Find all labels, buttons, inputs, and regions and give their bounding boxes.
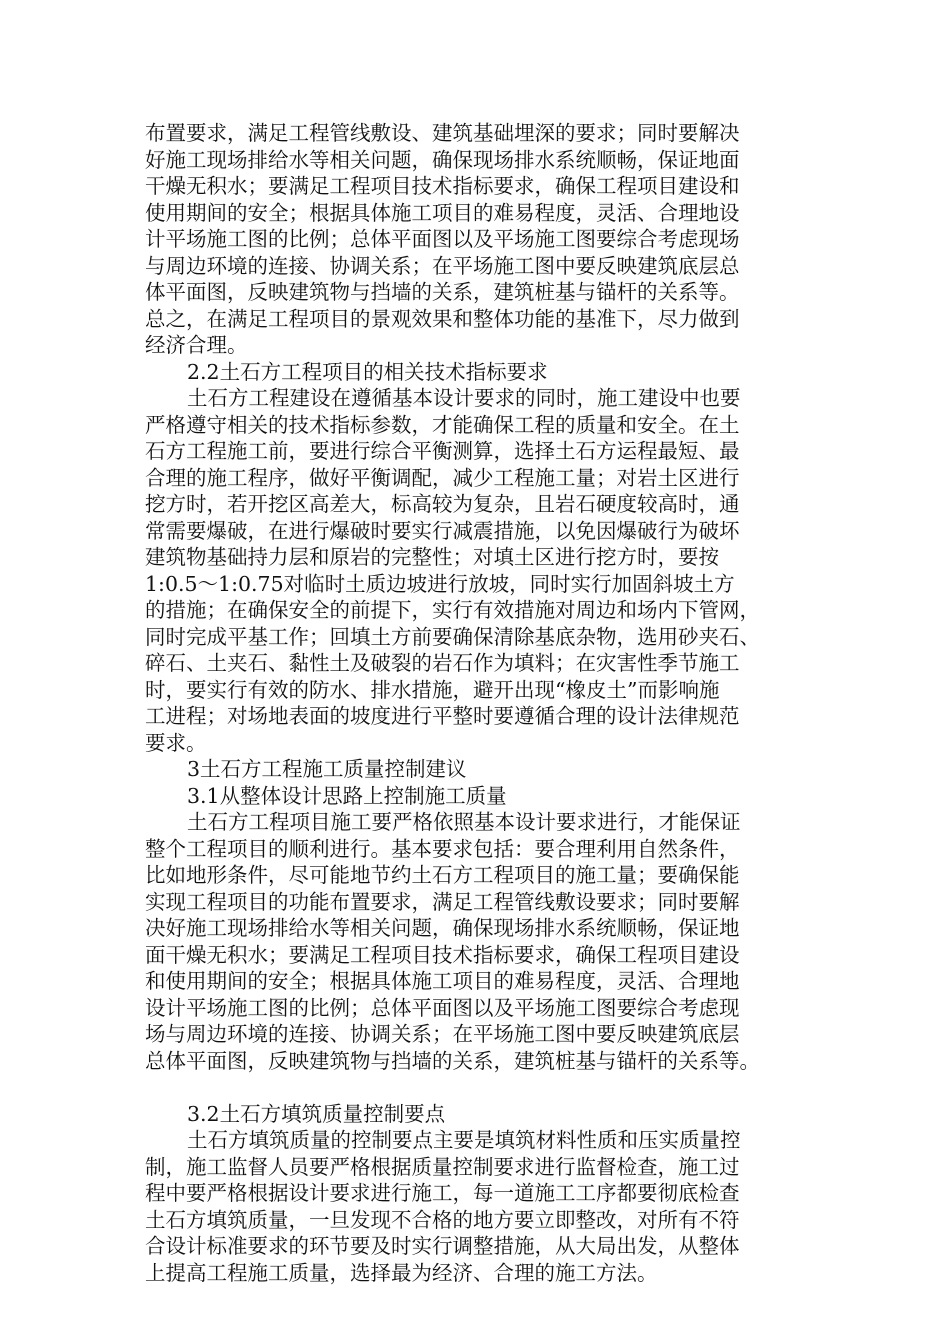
- text-line: 3土石方工程施工质量控制建议: [187, 757, 467, 781]
- text-line: 布置要求，满足工程管线敷设、建筑基础埋深的要求；同时要解决: [145, 121, 740, 145]
- paragraph: [145, 120, 795, 359]
- section-heading: [145, 359, 795, 386]
- text-line: 和使用期间的安全；根据具体施工项目的难易程度，灵活、合理地: [145, 969, 740, 993]
- text-line: 好施工现场排给水等相关问题，确保现场排水系统顺畅，保证地面: [145, 147, 740, 172]
- section-heading: [145, 783, 795, 810]
- text-line: 碎石、土夹石、黏性土及破裂的岩石作为填料；在灾害性季节施工: [145, 651, 740, 675]
- text-line: 干燥无积水；要满足工程项目技术指标要求，确保工程项目建设和: [145, 174, 740, 198]
- text-line: 体平面图，反映建筑物与挡墙的关系，建筑桩基与锚杆的关系等。: [145, 280, 740, 304]
- text-line: 的措施；在确保安全的前提下，实行有效措施对周边和场内下管网，: [145, 598, 760, 622]
- section-heading: [145, 1101, 795, 1128]
- document-page: [145, 120, 795, 1286]
- paragraph: [145, 1127, 795, 1286]
- text-line: 时，要实行有效的防水、排水措施，避开出现“橡皮土”而影响施: [145, 677, 720, 702]
- text-line: 同时完成平基工作；回填土方前要确保清除基底杂物，选用砂夹石、: [145, 624, 760, 649]
- text-line: 严格遵守相关的技术指标参数，才能确保工程的质量和安全。在土: [145, 412, 740, 437]
- text-line: 程中要严格根据设计要求进行施工，每一道施工工序都要彻底检查: [145, 1181, 740, 1205]
- text-line: 总之，在满足工程项目的景观效果和整体功能的基准下，尽力做到: [145, 306, 740, 331]
- text-line: 整个工程项目的顺利进行。基本要求包括：要合理利用自然条件，: [145, 836, 740, 861]
- text-line: 常需要爆破，在进行爆破时要实行减震措施，以免因爆破行为破坏: [145, 518, 740, 543]
- text-line: 经济合理。: [145, 333, 248, 357]
- text-line: 1:0.5～1:0.75对临时土质边坡进行放坡，同时实行加固斜坡土方: [145, 571, 735, 596]
- text-line: 合理的施工程序，做好平衡调配，减少工程施工量；对岩土区进行: [145, 465, 740, 490]
- text-line: 上提高工程施工质量，选择最为经济、合理的施工方法。: [145, 1260, 658, 1285]
- text-line: 土石方工程项目施工要严格依照基本设计要求进行，才能保证: [187, 810, 741, 834]
- text-line: 合设计标准要求的环节要及时实行调整措施，从大局出发，从整体: [145, 1234, 740, 1258]
- text-line: 决好施工现场排给水等相关问题，确保现场排水系统顺畅，保证地: [145, 916, 740, 940]
- text-line: 土石方工程建设在遵循基本设计要求的同时，施工建设中也要: [187, 386, 741, 410]
- text-line: 场与周边环境的连接、协调关系；在平场施工图中要反映建筑底层: [145, 1022, 740, 1046]
- text-line: 与周边环境的连接、协调关系；在平场施工图中要反映建筑底层总: [145, 253, 740, 278]
- text-line: 土石方填筑质量，一旦发现不合格的地方要立即整改，对所有不符: [145, 1207, 740, 1232]
- text-line: 工进程；对场地表面的坡度进行平整时要遵循合理的设计法律规范: [145, 704, 740, 728]
- text-line: 设计平场施工图的比例；总体平面图以及平场施工图要综合考虑现: [145, 995, 740, 1020]
- text-line: 面干燥无积水；要满足工程项目技术指标要求，确保工程项目建设: [145, 942, 740, 967]
- text-line: 3.1从整体设计思路上控制施工质量: [187, 783, 507, 808]
- paragraph: [145, 385, 795, 756]
- text-line: 制，施工监督人员要严格根据质量控制要求进行监督检查，施工过: [145, 1154, 740, 1179]
- text-line: 总体平面图，反映建筑物与挡墙的关系，建筑桩基与锚杆的关系等。: [145, 1048, 760, 1073]
- text-line: 要求。: [145, 730, 207, 755]
- text-line: 挖方时，若开挖区高差大，标高较为复杂，且岩石硬度较高时，通: [145, 492, 740, 516]
- text-line: 实现工程项目的功能布置要求，满足工程管线敷设要求；同时要解: [145, 889, 740, 914]
- section-heading: [145, 756, 795, 783]
- text-line: 建筑物基础持力层和原岩的完整性；对填土区进行挖方时，要按: [145, 545, 719, 569]
- text-line: 2.2土石方工程项目的相关技术指标要求: [187, 359, 548, 384]
- text-line: 石方工程施工前，要进行综合平衡测算，选择土石方运程最短、最: [145, 439, 740, 463]
- text-line: 计平场施工图的比例；总体平面图以及平场施工图要综合考虑现场: [145, 227, 740, 251]
- text-line: 使用期间的安全；根据具体施工项目的难易程度，灵活、合理地设: [145, 200, 740, 225]
- text-line: 比如地形条件，尽可能地节约土石方工程项目的施工量；要确保能: [145, 863, 740, 887]
- paragraph: [145, 809, 795, 1074]
- text-line: 3.2土石方填筑质量控制要点: [187, 1101, 446, 1126]
- paragraph-gap: [145, 1074, 795, 1101]
- text-line: 土石方填筑质量的控制要点主要是填筑材料性质和压实质量控: [187, 1128, 741, 1152]
